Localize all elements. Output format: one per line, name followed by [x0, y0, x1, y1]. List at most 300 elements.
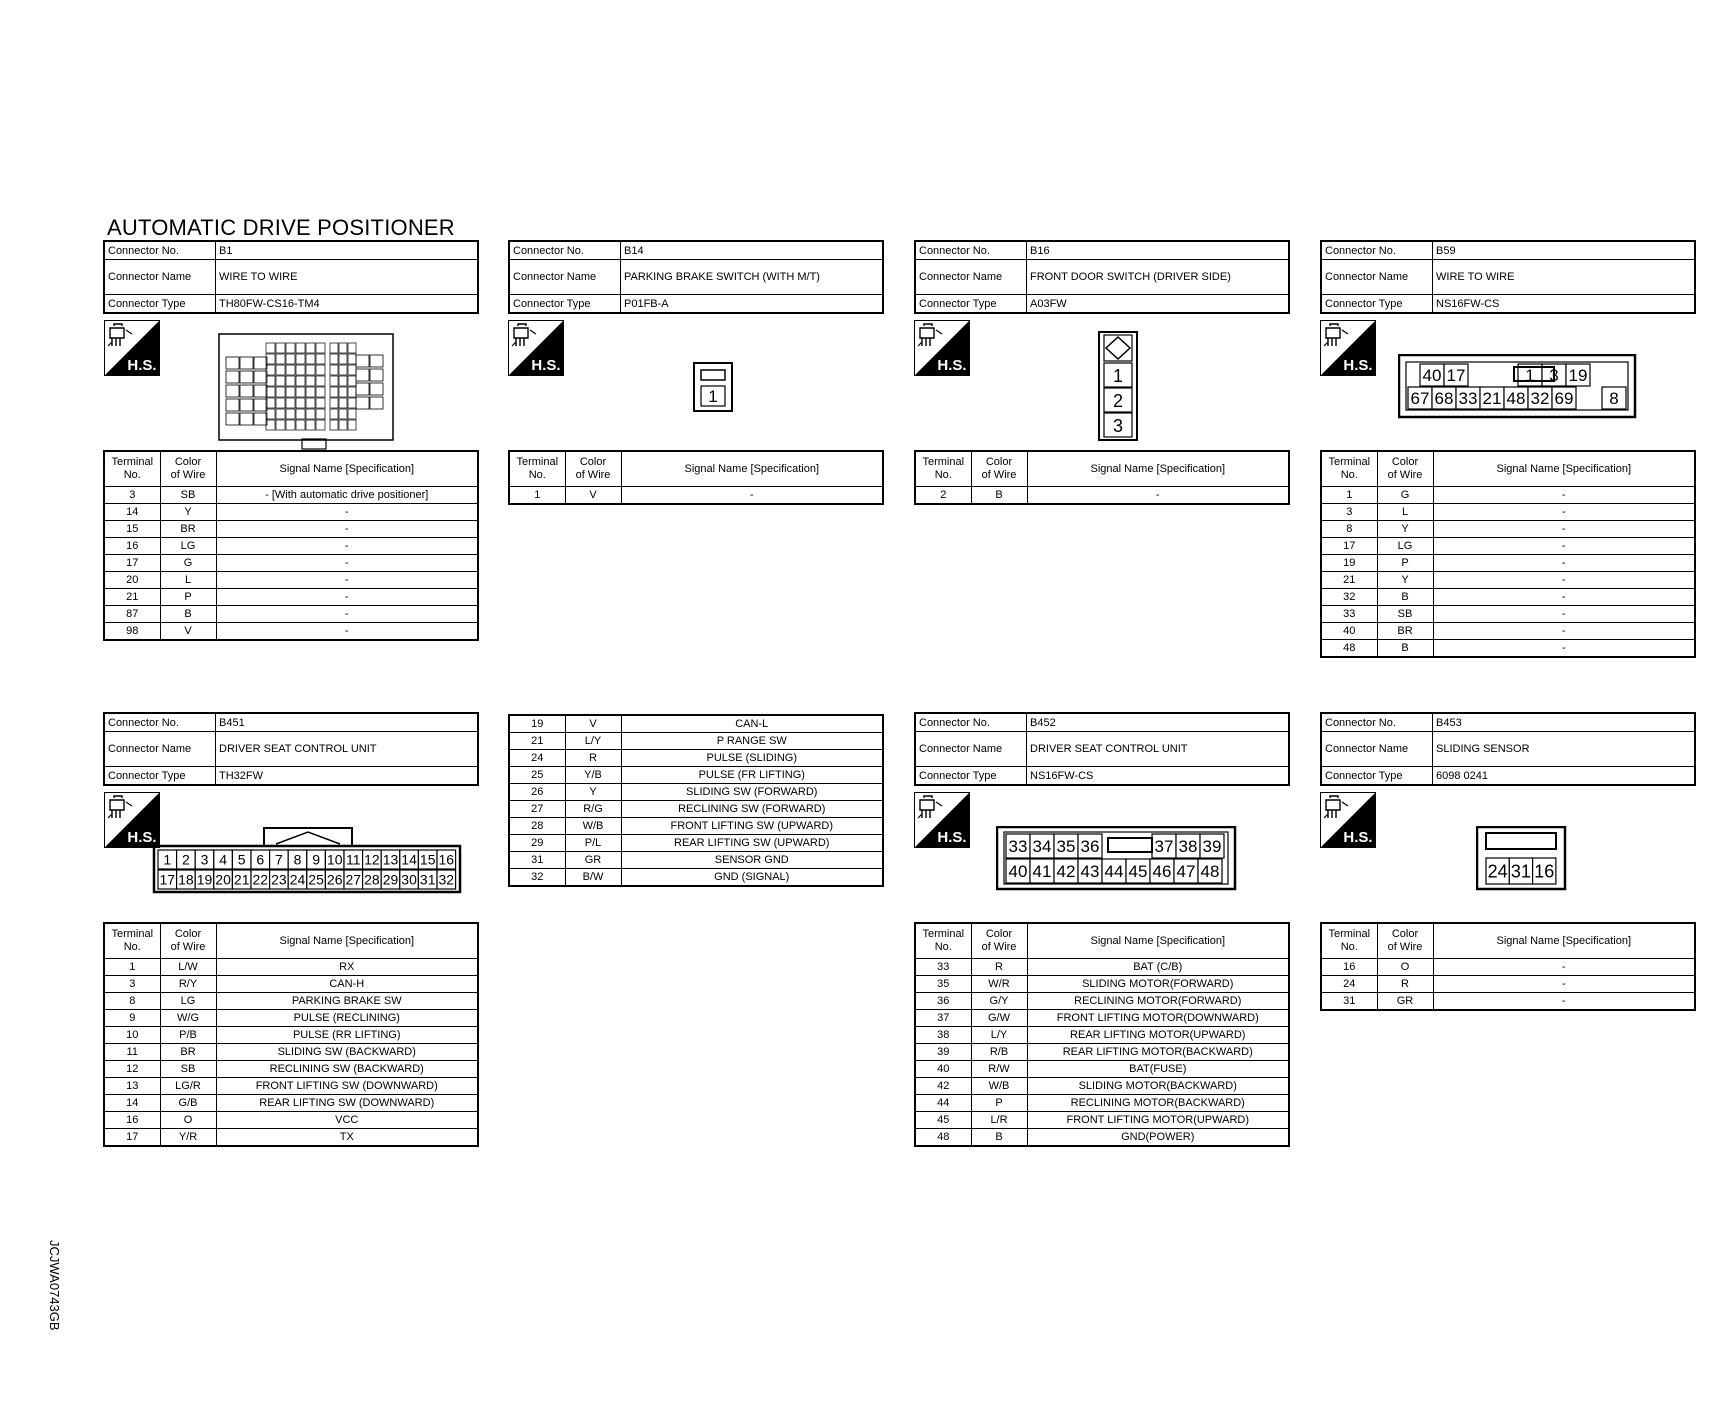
- col-terminal: Terminal No.: [509, 451, 565, 487]
- wire-color: Y: [1377, 521, 1433, 538]
- col-color: Color of Wire: [160, 451, 216, 487]
- table-row: [1321, 606, 1695, 623]
- wire-color: L/Y: [971, 1027, 1027, 1044]
- wire-color: Y/B: [565, 767, 621, 784]
- col-signal: Signal Name [Specification]: [1027, 451, 1289, 487]
- pin-number: 2: [1112, 391, 1124, 411]
- signal-name: -: [1433, 606, 1695, 623]
- pin-number: 26: [326, 871, 343, 888]
- pin-number: 24: [289, 871, 306, 888]
- terminal-table: [103, 922, 479, 1147]
- signal-name: -: [1433, 504, 1695, 521]
- header-value: SLIDING SENSOR: [1433, 732, 1696, 767]
- connector-info-table: [103, 712, 479, 786]
- terminal-no: 33: [1321, 606, 1377, 623]
- wire-color: LG/R: [160, 1078, 216, 1095]
- pin-number: 35: [1056, 837, 1076, 857]
- pin-number: 16: [1534, 861, 1555, 882]
- header-label: Connector Name: [1321, 732, 1433, 767]
- connector-header: [914, 712, 1290, 786]
- signal-name: SLIDING MOTOR(FORWARD): [1027, 976, 1289, 993]
- table-row: [915, 487, 1289, 505]
- wire-color: GR: [565, 852, 621, 869]
- connector-face-b16: [1098, 331, 1140, 448]
- table-row: [915, 959, 1289, 976]
- pin-number: 22: [252, 871, 269, 888]
- signal-name: -: [1433, 640, 1695, 658]
- header-label: Connector Type: [1321, 767, 1433, 786]
- table-row: [104, 1112, 478, 1129]
- table-row: [915, 1095, 1289, 1112]
- col-terminal: Terminal No.: [1321, 923, 1377, 959]
- signal-name: BAT(FUSE): [1027, 1061, 1289, 1078]
- signal-name: REAR LIFTING MOTOR(BACKWARD): [1027, 1044, 1289, 1061]
- connector-face-b452: [996, 826, 1238, 897]
- pin-number: 31: [419, 871, 436, 888]
- connector-header: [103, 240, 479, 314]
- header-value: DRIVER SEAT CONTROL UNIT: [216, 732, 479, 767]
- hs-label: H.S.: [937, 829, 967, 846]
- table-row: [915, 1010, 1289, 1027]
- wire-color: G/B: [160, 1095, 216, 1112]
- pin-number: 29: [382, 871, 399, 888]
- terminal-no: 17: [104, 1129, 160, 1147]
- signal-name: PULSE (RECLINING): [216, 1010, 478, 1027]
- signal-name: -: [1433, 589, 1695, 606]
- pin-number: 31: [1510, 861, 1531, 882]
- wire-color: R: [971, 959, 1027, 976]
- hs-label: H.S.: [531, 357, 561, 374]
- pin-number: 48: [1200, 862, 1220, 882]
- terminal-no: 17: [1321, 538, 1377, 555]
- wire-color: LG: [160, 538, 216, 555]
- wire-color: Y/R: [160, 1129, 216, 1147]
- signal-name: BAT (C/B): [1027, 959, 1289, 976]
- wire-color: SB: [160, 1061, 216, 1078]
- header-value: B453: [1433, 713, 1696, 732]
- pin-number: 1: [1525, 366, 1535, 386]
- connector-face-b59: [1398, 354, 1638, 425]
- table-row: [915, 1061, 1289, 1078]
- table-row: [104, 1061, 478, 1078]
- table-row: [104, 993, 478, 1010]
- terminal-no: 27: [509, 801, 565, 818]
- wire-color: W/G: [160, 1010, 216, 1027]
- col-signal: Signal Name [Specification]: [216, 451, 478, 487]
- pin-number: 47: [1176, 862, 1196, 882]
- connector-face-b1: [218, 333, 394, 456]
- wire-color: LG: [1377, 538, 1433, 555]
- terminal-no: 21: [509, 733, 565, 750]
- table-row: [915, 993, 1289, 1010]
- table-row: [509, 750, 883, 767]
- connector-info-table: [103, 240, 479, 314]
- table-row: [509, 835, 883, 852]
- connector-header: [1320, 240, 1696, 314]
- terminal-table: [914, 450, 1290, 505]
- terminal-table-header: [509, 451, 883, 487]
- signal-name: -: [216, 623, 478, 641]
- terminal-no: 1: [509, 487, 565, 505]
- signal-name: -: [1433, 538, 1695, 555]
- terminal-table: [103, 450, 479, 641]
- signal-name: -: [1433, 623, 1695, 640]
- pin-number: 13: [382, 851, 399, 868]
- wire-color: W/B: [971, 1078, 1027, 1095]
- terminal-no: 98: [104, 623, 160, 641]
- signal-name: SLIDING MOTOR(BACKWARD): [1027, 1078, 1289, 1095]
- wire-color: R/G: [565, 801, 621, 818]
- signal-name: -: [1027, 487, 1289, 505]
- pin-number: 68: [1434, 389, 1454, 409]
- pin-number: 48: [1506, 389, 1526, 409]
- pin-number: 15: [419, 851, 436, 868]
- table-row: [915, 976, 1289, 993]
- signal-name: -: [621, 487, 883, 505]
- terminal-no: 3: [104, 487, 160, 504]
- wire-color: L: [1377, 504, 1433, 521]
- connector-face-b451: [152, 826, 464, 901]
- signal-name: SENSOR GND: [621, 852, 883, 869]
- pin-number: 3: [1549, 366, 1559, 386]
- signal-name: FRONT LIFTING SW (DOWNWARD): [216, 1078, 478, 1095]
- table-row: [104, 1095, 478, 1112]
- header-value: WIRE TO WIRE: [216, 260, 479, 295]
- signal-name: -: [1433, 487, 1695, 504]
- terminal-no: 16: [104, 538, 160, 555]
- signal-name: RECLINING SW (FORWARD): [621, 801, 883, 818]
- wire-color: O: [160, 1112, 216, 1129]
- harness-side-icon: [508, 320, 564, 376]
- col-terminal: Terminal No.: [915, 451, 971, 487]
- signal-name: FRONT LIFTING SW (UPWARD): [621, 818, 883, 835]
- terminal-no: 31: [509, 852, 565, 869]
- signal-name: -: [216, 504, 478, 521]
- wire-color: L/W: [160, 959, 216, 976]
- pin-number: 21: [1482, 389, 1502, 409]
- pin-number: 33: [1008, 837, 1028, 857]
- terminal-no: 15: [104, 521, 160, 538]
- signal-name: -: [216, 572, 478, 589]
- header-label: Connector No.: [104, 241, 216, 260]
- signal-name: REAR LIFTING SW (UPWARD): [621, 835, 883, 852]
- signal-name: GND (SIGNAL): [621, 869, 883, 887]
- header-value: TH32FW: [216, 767, 479, 786]
- terminal-no: 9: [104, 1010, 160, 1027]
- terminal-no: 32: [509, 869, 565, 887]
- header-value: NS16FW-CS: [1027, 767, 1290, 786]
- table-row: [1321, 640, 1695, 658]
- col-terminal: Terminal No.: [104, 923, 160, 959]
- table-row: [104, 521, 478, 538]
- wire-color: BR: [1377, 623, 1433, 640]
- signal-name: RECLINING MOTOR(BACKWARD): [1027, 1095, 1289, 1112]
- signal-name: -: [1433, 993, 1695, 1011]
- terminal-no: 3: [1321, 504, 1377, 521]
- table-row: [509, 715, 883, 733]
- wire-color: V: [565, 715, 621, 733]
- terminal-no: 14: [104, 504, 160, 521]
- terminal-no: 48: [915, 1129, 971, 1147]
- header-label: Connector Name: [104, 732, 216, 767]
- connector-header: [508, 240, 884, 314]
- harness-side-icon: [104, 320, 160, 376]
- harness-side-icon: [1320, 792, 1376, 848]
- connector-info-table: [914, 240, 1290, 314]
- header-label: Connector Type: [915, 767, 1027, 786]
- terminal-no: 44: [915, 1095, 971, 1112]
- pin-number: 28: [364, 871, 380, 888]
- pin-number: 45: [1128, 862, 1148, 882]
- terminal-no: 13: [104, 1078, 160, 1095]
- terminal-no: 11: [104, 1044, 160, 1061]
- table-row: [915, 1027, 1289, 1044]
- table-row: [915, 1112, 1289, 1129]
- header-value: B452: [1027, 713, 1290, 732]
- table-row: [1321, 993, 1695, 1011]
- connector-face-b14: [693, 362, 735, 419]
- col-color: Color of Wire: [1377, 451, 1433, 487]
- pin-number: 41: [1032, 862, 1052, 882]
- table-row: [104, 1129, 478, 1147]
- pin-number: 40: [1008, 862, 1028, 882]
- terminal-no: 45: [915, 1112, 971, 1129]
- connector-header: [914, 240, 1290, 314]
- table-row: [509, 801, 883, 818]
- signal-name: SLIDING SW (BACKWARD): [216, 1044, 478, 1061]
- terminal-table-header: [104, 923, 478, 959]
- terminal-no: 19: [509, 715, 565, 733]
- signal-name: PULSE (SLIDING): [621, 750, 883, 767]
- signal-name: P RANGE SW: [621, 733, 883, 750]
- wire-color: P: [971, 1095, 1027, 1112]
- header-label: Connector Name: [1321, 260, 1433, 295]
- header-label: Connector No.: [104, 713, 216, 732]
- pin-number: 33: [1458, 389, 1478, 409]
- pin-number: 4: [219, 851, 227, 868]
- table-row: [104, 959, 478, 976]
- signal-name: PARKING BRAKE SW: [216, 993, 478, 1010]
- table-row: [915, 1044, 1289, 1061]
- table-row: [509, 733, 883, 750]
- col-signal: Signal Name [Specification]: [1027, 923, 1289, 959]
- pin-number: 3: [200, 851, 209, 868]
- pin-number: 44: [1104, 862, 1124, 882]
- pin-number: 11: [346, 851, 361, 868]
- terminal-table-header: [1321, 923, 1695, 959]
- terminal-no: 3: [104, 976, 160, 993]
- connector-info-table: [1320, 712, 1696, 786]
- signal-name: REAR LIFTING MOTOR(UPWARD): [1027, 1027, 1289, 1044]
- terminal-table: [508, 714, 884, 887]
- signal-name: -: [1433, 521, 1695, 538]
- terminal-no: 35: [915, 976, 971, 993]
- signal-name: PULSE (RR LIFTING): [216, 1027, 478, 1044]
- terminal-no: 48: [1321, 640, 1377, 658]
- signal-name: -: [216, 538, 478, 555]
- pin-number: 40: [1422, 366, 1442, 386]
- wire-color: LG: [160, 993, 216, 1010]
- terminal-no: 40: [915, 1061, 971, 1078]
- pin-number: 42: [1056, 862, 1076, 882]
- table-row: [509, 818, 883, 835]
- header-label: Connector Type: [104, 767, 216, 786]
- pin-number: 38: [1178, 837, 1198, 857]
- terminal-no: 37: [915, 1010, 971, 1027]
- col-color: Color of Wire: [565, 451, 621, 487]
- table-row: [104, 1027, 478, 1044]
- harness-side-icon: [1320, 320, 1376, 376]
- terminal-no: 24: [509, 750, 565, 767]
- wire-color: R: [565, 750, 621, 767]
- wire-color: B: [1377, 589, 1433, 606]
- header-label: Connector Type: [509, 295, 621, 314]
- pin-number: 12: [364, 851, 380, 868]
- wire-color: V: [160, 623, 216, 641]
- terminal-table: [508, 450, 884, 505]
- pin-number: 25: [308, 871, 324, 888]
- terminal-no: 31: [1321, 993, 1377, 1011]
- connector-info-table: [914, 712, 1290, 786]
- wire-color: W/B: [565, 818, 621, 835]
- col-signal: Signal Name [Specification]: [621, 451, 883, 487]
- terminal-no: 36: [915, 993, 971, 1010]
- wire-color: V: [565, 487, 621, 505]
- hs-label: H.S.: [127, 829, 157, 846]
- pin-number: 3: [1112, 416, 1124, 436]
- signal-name: RECLINING MOTOR(FORWARD): [1027, 993, 1289, 1010]
- pin-number: 69: [1554, 389, 1574, 409]
- terminal-no: 87: [104, 606, 160, 623]
- terminal-table-header: [915, 451, 1289, 487]
- wire-color: G/Y: [971, 993, 1027, 1010]
- signal-name: FRONT LIFTING MOTOR(DOWNWARD): [1027, 1010, 1289, 1027]
- pin-number: 20: [215, 871, 231, 888]
- hs-label: H.S.: [1343, 829, 1373, 846]
- signal-name: RECLINING SW (BACKWARD): [216, 1061, 478, 1078]
- signal-name: VCC: [216, 1112, 478, 1129]
- header-value: A03FW: [1027, 295, 1290, 314]
- wire-color: L/R: [971, 1112, 1027, 1129]
- header-label: Connector No.: [1321, 713, 1433, 732]
- wire-color: B: [971, 487, 1027, 505]
- pin-number: 8: [1609, 389, 1619, 409]
- wire-color: Y: [160, 504, 216, 521]
- wire-color: R/Y: [160, 976, 216, 993]
- signal-name: -: [216, 589, 478, 606]
- table-row: [915, 1078, 1289, 1095]
- signal-name: -: [1433, 555, 1695, 572]
- wire-color: Y: [565, 784, 621, 801]
- terminal-table-header: [104, 451, 478, 487]
- wire-color: P/B: [160, 1027, 216, 1044]
- table-row: [104, 572, 478, 589]
- header-label: Connector Name: [915, 732, 1027, 767]
- terminal-no: 21: [104, 589, 160, 606]
- header-label: Connector Name: [915, 260, 1027, 295]
- table-row: [509, 869, 883, 887]
- pin-number: 24: [1487, 861, 1508, 882]
- terminal-table-header: [915, 923, 1289, 959]
- table-row: [1321, 623, 1695, 640]
- header-label: Connector Name: [104, 260, 216, 295]
- signal-name: -: [1433, 976, 1695, 993]
- signal-name: RX: [216, 959, 478, 976]
- header-label: Connector No.: [1321, 241, 1433, 260]
- header-value: DRIVER SEAT CONTROL UNIT: [1027, 732, 1290, 767]
- wire-color: P: [160, 589, 216, 606]
- pin-number: 36: [1080, 837, 1100, 857]
- pin-number: 18: [178, 871, 194, 888]
- terminal-no: 42: [915, 1078, 971, 1095]
- table-row: [1321, 487, 1695, 504]
- col-terminal: Terminal No.: [104, 451, 160, 487]
- terminal-no: 19: [1321, 555, 1377, 572]
- wire-color: G/W: [971, 1010, 1027, 1027]
- wire-color: B: [1377, 640, 1433, 658]
- table-row: [1321, 572, 1695, 589]
- wire-color: R/W: [971, 1061, 1027, 1078]
- terminal-no: 29: [509, 835, 565, 852]
- wire-color: B: [160, 606, 216, 623]
- header-value: B16: [1027, 241, 1290, 260]
- pin-number: 34: [1032, 837, 1052, 857]
- signal-name: SLIDING SW (FORWARD): [621, 784, 883, 801]
- terminal-no: 39: [915, 1044, 971, 1061]
- wire-color: GR: [1377, 993, 1433, 1011]
- pin-number: 10: [326, 851, 343, 868]
- pin-number: 17: [1446, 366, 1466, 386]
- header-label: Connector No.: [509, 241, 621, 260]
- wire-color: L/Y: [565, 733, 621, 750]
- pin-number: 19: [1568, 366, 1588, 386]
- wire-color: SB: [1377, 606, 1433, 623]
- table-row: [1321, 504, 1695, 521]
- connector-header: [1320, 712, 1696, 786]
- table-row: [1321, 589, 1695, 606]
- header-label: Connector No.: [915, 713, 1027, 732]
- header-value: B451: [216, 713, 479, 732]
- signal-name: FRONT LIFTING MOTOR(UPWARD): [1027, 1112, 1289, 1129]
- header-value: PARKING BRAKE SWITCH (WITH M/T): [621, 260, 884, 295]
- terminal-table-header: [1321, 451, 1695, 487]
- pin-number: 37: [1154, 837, 1174, 857]
- pin-number: 16: [438, 851, 455, 868]
- pin-number: 32: [1530, 389, 1550, 409]
- col-color: Color of Wire: [160, 923, 216, 959]
- table-row: [104, 504, 478, 521]
- col-color: Color of Wire: [1377, 923, 1433, 959]
- signal-name: TX: [216, 1129, 478, 1147]
- terminal-no: 33: [915, 959, 971, 976]
- terminal-table: [1320, 922, 1696, 1011]
- header-value: NS16FW-CS: [1433, 295, 1696, 314]
- hs-label: H.S.: [937, 357, 967, 374]
- pin-number: 43: [1080, 862, 1100, 882]
- col-color: Color of Wire: [971, 451, 1027, 487]
- header-label: Connector No.: [915, 241, 1027, 260]
- signal-name: -: [216, 555, 478, 572]
- table-row: [104, 487, 478, 504]
- col-signal: Signal Name [Specification]: [216, 923, 478, 959]
- terminal-no: 12: [104, 1061, 160, 1078]
- pin-number: 1: [708, 387, 718, 407]
- signal-name: GND(POWER): [1027, 1129, 1289, 1147]
- header-value: B1: [216, 241, 479, 260]
- terminal-no: 17: [104, 555, 160, 572]
- terminal-table: [1320, 450, 1696, 658]
- pin-number: 2: [182, 851, 190, 868]
